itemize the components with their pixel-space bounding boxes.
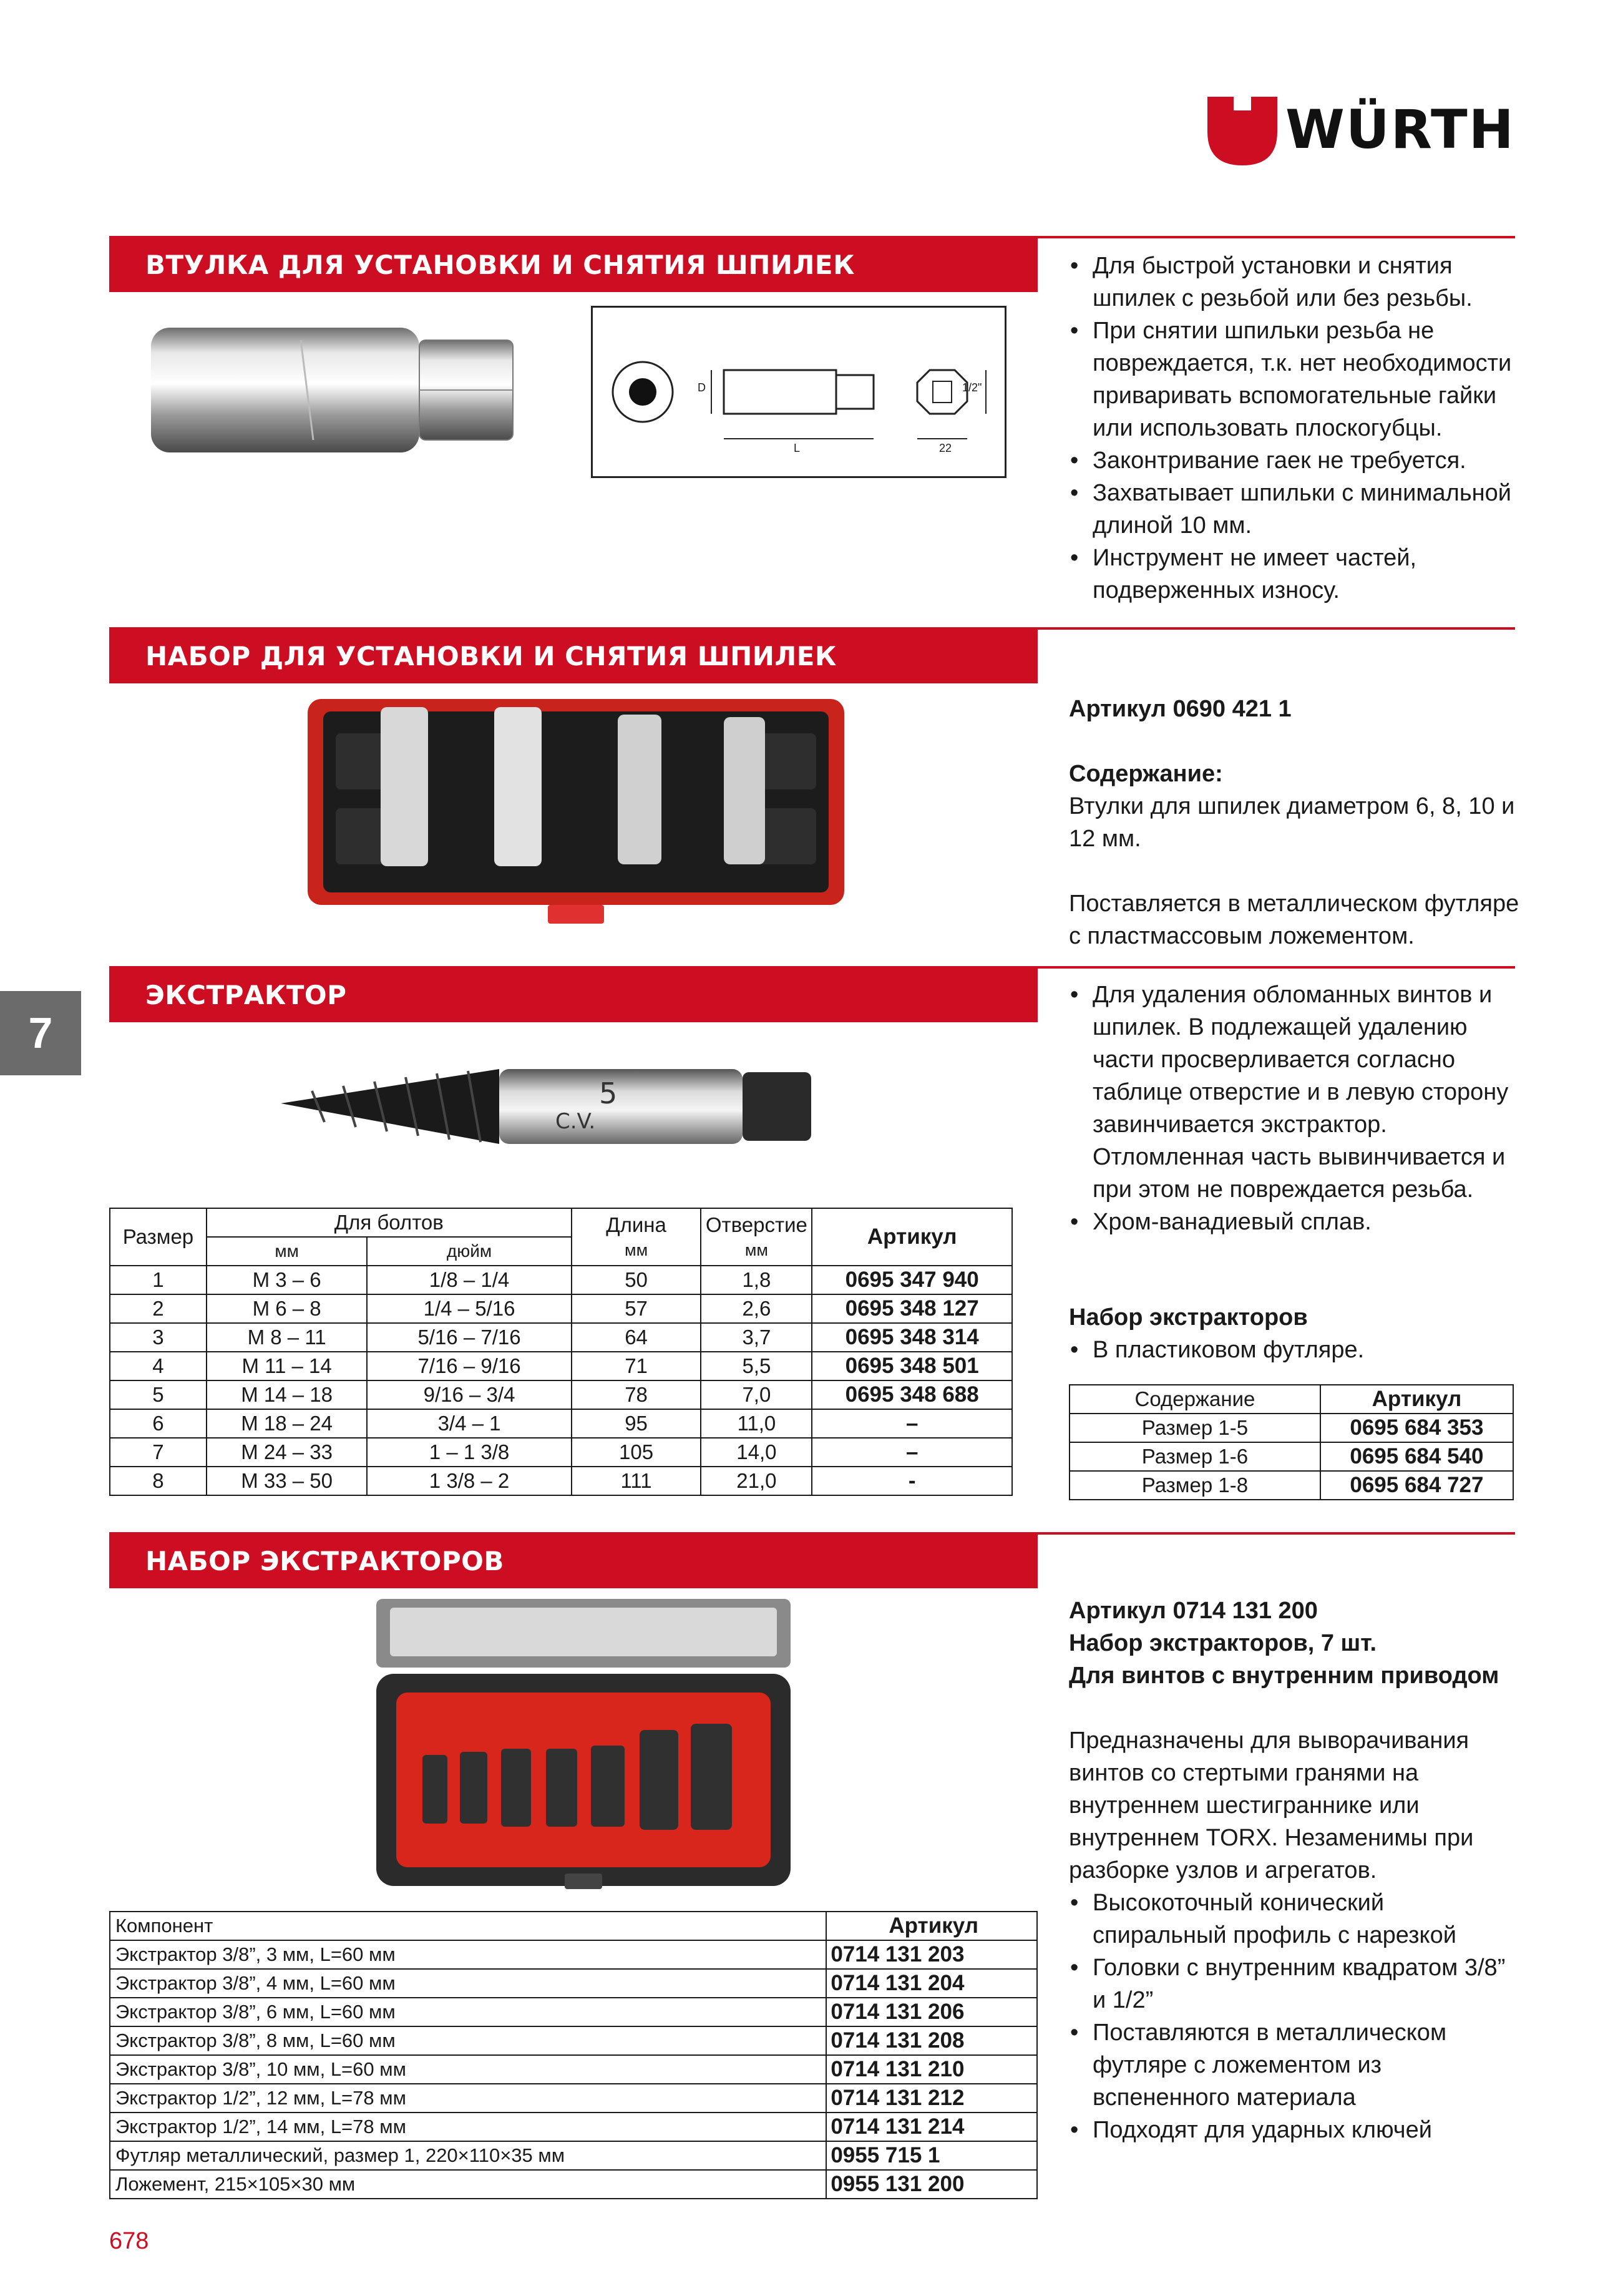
- table-cell: M 33 – 50: [207, 1467, 367, 1495]
- table-cell: 1,8: [701, 1266, 812, 1294]
- section-rule: [1038, 966, 1515, 969]
- extractor-features: [1069, 979, 1524, 1238]
- extractor-set-components-table: [109, 1911, 1038, 2199]
- article-number: Артикул 0690 421 1: [1069, 696, 1292, 722]
- contents-heading: Содержание:: [1069, 761, 1223, 787]
- table-cell: 1/8 – 1/4: [367, 1266, 571, 1294]
- table-cell: 57: [572, 1294, 701, 1323]
- col-hole-header: Отверстие мм: [701, 1208, 812, 1266]
- table-row: [110, 1409, 1012, 1438]
- section-rule: [1038, 1532, 1515, 1535]
- table-cell: Экстрактор 3/8”, 3 мм, L=60 мм: [110, 1940, 826, 1969]
- table-cell: 105: [572, 1438, 701, 1467]
- article-cell: 0714 131 214: [826, 2113, 1037, 2141]
- table-cell: 7: [110, 1438, 207, 1467]
- section-title: ЭКСТРАКТОР: [145, 980, 347, 1010]
- col-length-header: Длина мм: [572, 1208, 701, 1266]
- col-inch-header: дюйм: [367, 1237, 571, 1266]
- table-row: [110, 1352, 1012, 1380]
- table-cell: 14,0: [701, 1438, 812, 1467]
- components-table-body: [110, 1940, 1037, 2199]
- table-cell: M 8 – 11: [207, 1323, 367, 1352]
- feature-bullet: • Высокоточный конический спиральный профиль с нарезкой: [1069, 1887, 1524, 1952]
- table-cell: 71: [572, 1352, 701, 1380]
- table-cell: 5,5: [701, 1352, 812, 1380]
- extractor-photo: [275, 1053, 824, 1160]
- feature-bullet: • Поставляются в металлическом футляре с ложементом из вспененного материала: [1069, 2016, 1524, 2114]
- brand-wordmark: WÜRTH: [1285, 99, 1515, 161]
- table-cell: 9/16 – 3/4: [367, 1380, 571, 1409]
- article-cell: 0955 715 1: [826, 2141, 1037, 2170]
- table-cell: M 6 – 8: [207, 1294, 367, 1323]
- article-cell: 0714 131 212: [826, 2084, 1037, 2113]
- table-cell: M 3 – 6: [207, 1266, 367, 1294]
- table-cell: Экстрактор 3/8”, 8 мм, L=60 мм: [110, 2026, 826, 2055]
- table-row: [110, 1438, 1012, 1467]
- table-cell: 7,0: [701, 1380, 812, 1409]
- col-article-header: Артикул: [1320, 1385, 1513, 1414]
- feature-bullet: • Хром-ванадиевый сплав.: [1069, 1206, 1524, 1238]
- stud-socket-features: [1069, 250, 1524, 607]
- table-cell: M 24 – 33: [207, 1438, 367, 1467]
- table-row: [110, 2113, 1037, 2141]
- table-cell: Экстрактор 3/8”, 10 мм, L=60 мм: [110, 2055, 826, 2084]
- page-number: 678: [109, 2228, 149, 2254]
- table-cell: 3: [110, 1323, 207, 1352]
- feature-bullet: • Подходят для ударных ключей: [1069, 2114, 1524, 2146]
- section-title: НАБОР ДЛЯ УСТАНОВКИ И СНЯТИЯ ШПИЛЕК: [145, 641, 837, 672]
- feature-bullet: • При снятии шпильки резьба не повреждается, т.к. нет необходимости приваривать вспомогательные гайки или использовать плоскогубцы.: [1069, 315, 1524, 444]
- section-header-extractor-set: [109, 1532, 1038, 1588]
- table-cell: 64: [572, 1323, 701, 1352]
- article-cell: 0695 684 540: [1320, 1442, 1513, 1471]
- table-row: [110, 2084, 1037, 2113]
- table-cell: M 18 – 24: [207, 1409, 367, 1438]
- table-row: [110, 1969, 1037, 1998]
- table-cell: 2,6: [701, 1294, 812, 1323]
- table-cell: 3/4 – 1: [367, 1409, 571, 1438]
- article-number: Артикул 0714 131 200: [1069, 1598, 1318, 1624]
- article-cell: -: [812, 1467, 1012, 1495]
- dim-label-width: 22: [939, 442, 952, 454]
- col-bolts-header: Для болтов: [207, 1208, 572, 1237]
- table-cell: Экстрактор 1/2”, 12 мм, L=78 мм: [110, 2084, 826, 2113]
- table-cell: 95: [572, 1409, 701, 1438]
- article-cell: 0695 684 353: [1320, 1414, 1513, 1442]
- stud-socket-photo: [145, 315, 519, 465]
- article-cell: –: [812, 1438, 1012, 1467]
- col-contents-header: Содержание: [1070, 1385, 1320, 1414]
- extractor-set-table-body: [1070, 1414, 1513, 1500]
- table-cell: M 14 – 18: [207, 1380, 367, 1409]
- extractor-size-marking: 5: [599, 1077, 618, 1110]
- dim-label-l: L: [794, 442, 801, 454]
- stud-socket-drawing: [591, 306, 1006, 478]
- table-row: [110, 1380, 1012, 1409]
- extractor-set-info: [1069, 1301, 1524, 1366]
- article-cell: 0714 131 210: [826, 2055, 1037, 2084]
- table-cell: Экстрактор 1/2”, 14 мм, L=78 мм: [110, 2113, 826, 2141]
- section-header-extractor: [109, 966, 1038, 1022]
- table-row: [110, 2141, 1037, 2170]
- article-cell: 0714 131 204: [826, 1969, 1037, 1998]
- table-cell: 2: [110, 1294, 207, 1323]
- dim-label-d: D: [698, 381, 706, 394]
- product-subtitle: Для винтов с внутренним приводом: [1069, 1663, 1499, 1689]
- table-row: [110, 2055, 1037, 2084]
- table-cell: 3,7: [701, 1323, 812, 1352]
- table-cell: Футляр металлический, размер 1, 220×110×35 мм: [110, 2141, 826, 2170]
- article-cell: 0714 131 203: [826, 1940, 1037, 1969]
- table-cell: 7/16 – 9/16: [367, 1352, 571, 1380]
- feature-bullet: • Для удаления обломанных винтов и шпилек. В подлежащей удалению части просверливается согласно таблице отверстие и в левую сторону завинчивается экстрактор. Отломленная часть вывинчивается и при этом не повреждается резьба.: [1069, 979, 1524, 1206]
- table-row: [1070, 1471, 1513, 1500]
- table-cell: 78: [572, 1380, 701, 1409]
- article-cell: –: [812, 1409, 1012, 1438]
- extractor-set-table: [1069, 1384, 1514, 1500]
- extractor-set-case-photo: [371, 1599, 796, 1892]
- set-bullet: • В пластиковом футляре.: [1069, 1334, 1524, 1366]
- table-cell: 11,0: [701, 1409, 812, 1438]
- table-cell: Размер 1-5: [1070, 1414, 1320, 1442]
- feature-bullet: • Захватывает шпильки с минимальной длиной 10 мм.: [1069, 477, 1524, 542]
- table-cell: 4: [110, 1352, 207, 1380]
- col-mm-header: мм: [207, 1237, 367, 1266]
- extractor-steel-marking: C.V.: [555, 1109, 596, 1134]
- table-cell: Экстрактор 3/8”, 6 мм, L=60 мм: [110, 1998, 826, 2026]
- table-cell: Размер 1-8: [1070, 1471, 1320, 1500]
- col-article-header: Артикул: [826, 1912, 1037, 1940]
- article-cell: 0695 684 727: [1320, 1471, 1513, 1500]
- table-cell: 6: [110, 1409, 207, 1438]
- section-rule: [1038, 627, 1515, 630]
- feature-bullet: • Головки с внутренним квадратом 3/8” и 1/2”: [1069, 1952, 1524, 2016]
- table-cell: 1 3/8 – 2: [367, 1467, 571, 1495]
- table-row: [110, 1294, 1012, 1323]
- table-row: [1070, 1442, 1513, 1471]
- description-text: Предназначены для выворачивания винтов со стертыми гранями на внутреннем шестиграннике или внутреннем TORX. Незаменимы при разборке узлов и агрегатов.: [1069, 1727, 1474, 1883]
- table-header-row: [110, 1912, 1037, 1940]
- stud-set-case-photo: [305, 696, 847, 927]
- article-cell: 0714 131 208: [826, 2026, 1037, 2055]
- section-header-stud-set: [109, 627, 1038, 683]
- extractor-set-description: [1069, 1595, 1524, 2146]
- product-name: Набор экстракторов, 7 шт.: [1069, 1630, 1377, 1656]
- table-row: [110, 1998, 1037, 2026]
- col-component-header: Компонент: [110, 1912, 826, 1940]
- set-heading: Набор экстракторов: [1069, 1304, 1308, 1331]
- table-cell: 21,0: [701, 1467, 812, 1495]
- table-row: [110, 1467, 1012, 1495]
- table-cell: Размер 1-6: [1070, 1442, 1320, 1471]
- stud-set-info: [1069, 693, 1524, 952]
- col-article-header: Артикул: [812, 1208, 1012, 1266]
- table-cell: 5: [110, 1380, 207, 1409]
- section-title: ВТУЛКА ДЛЯ УСТАНОВКИ И СНЯТИЯ ШПИЛЕК: [145, 250, 855, 280]
- case-text: Поставляется в металлическом футляре с пластмассовым ложементом.: [1069, 891, 1519, 949]
- table-row: [110, 2170, 1037, 2199]
- table-cell: 8: [110, 1467, 207, 1495]
- table-cell: Экстрактор 3/8”, 4 мм, L=60 мм: [110, 1969, 826, 1998]
- article-cell: 0714 131 206: [826, 1998, 1037, 2026]
- section-rule: [1038, 236, 1515, 238]
- table-row: [110, 1266, 1012, 1294]
- article-cell: 0695 348 314: [812, 1323, 1012, 1352]
- section-title: НАБОР ЭКСТРАКТОРОВ: [145, 1546, 504, 1576]
- table-cell: 111: [572, 1467, 701, 1495]
- table-row: [110, 1940, 1037, 1969]
- table-cell: M 11 – 14: [207, 1352, 367, 1380]
- table-cell: 1 – 1 3/8: [367, 1438, 571, 1467]
- article-cell: 0695 347 940: [812, 1266, 1012, 1294]
- feature-bullet: • Законтривание гаек не требуется.: [1069, 444, 1524, 477]
- table-row: [1070, 1414, 1513, 1442]
- feature-bullet: • Инструмент не имеет частей, подверженных износу.: [1069, 542, 1524, 607]
- contents-text: Втулки для шпилек диаметром 6, 8, 10 и 12 мм.: [1069, 793, 1515, 852]
- chapter-tab: 7: [0, 991, 81, 1075]
- table-cell: 1/4 – 5/16: [367, 1294, 571, 1323]
- table-cell: Ложемент, 215×105×30 мм: [110, 2170, 826, 2199]
- table-header-row: [1070, 1385, 1513, 1414]
- extractor-table: [109, 1208, 1013, 1496]
- article-cell: 0695 348 688: [812, 1380, 1012, 1409]
- extractor-table-body: [110, 1266, 1012, 1495]
- section-header-stud-socket: [109, 236, 1038, 292]
- table-row: [110, 2026, 1037, 2055]
- table-cell: 5/16 – 7/16: [367, 1323, 571, 1352]
- article-cell: 0955 131 200: [826, 2170, 1037, 2199]
- dim-label-drive: 1/2": [962, 381, 982, 394]
- table-cell: 1: [110, 1266, 207, 1294]
- article-cell: 0695 348 501: [812, 1352, 1012, 1380]
- article-cell: 0695 348 127: [812, 1294, 1012, 1323]
- col-size-header: Размер: [110, 1208, 207, 1266]
- table-header-row: [110, 1208, 1012, 1237]
- table-cell: 50: [572, 1266, 701, 1294]
- feature-bullet: • Для быстрой установки и снятия шпилек с резьбой или без резьбы.: [1069, 250, 1524, 315]
- table-row: [110, 1323, 1012, 1352]
